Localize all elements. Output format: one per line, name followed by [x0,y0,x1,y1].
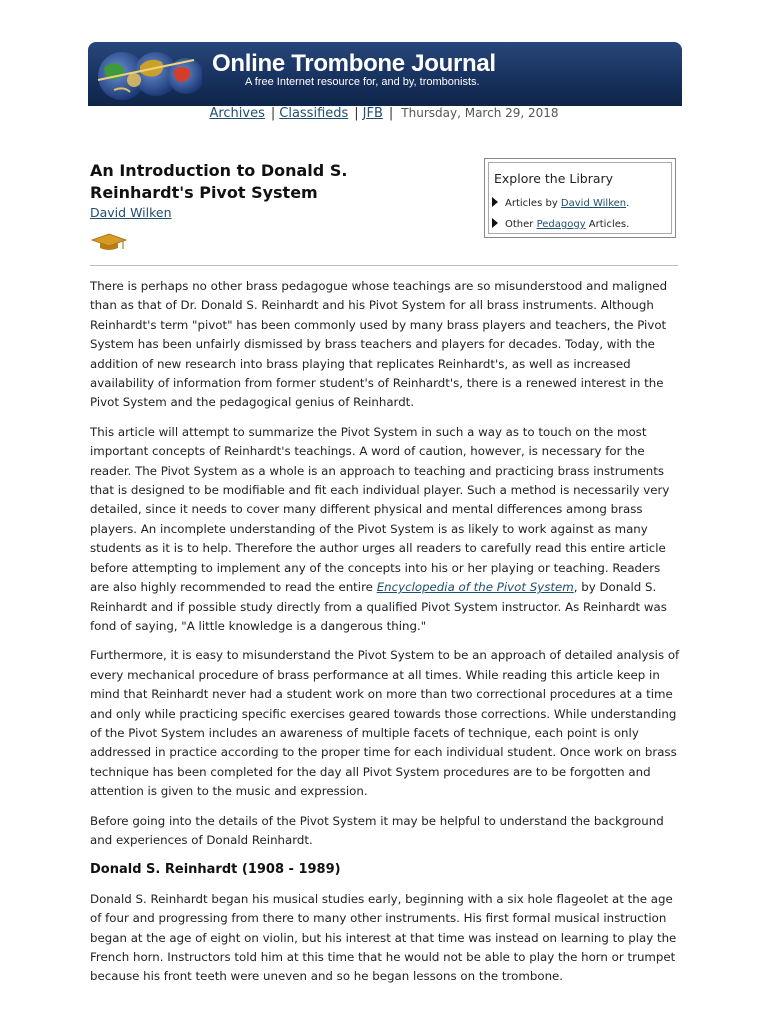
triangle-bullet-icon [492,218,498,228]
graduation-cap-icon [90,232,128,252]
article-body [90,277,682,997]
nav-link-jfb[interactable]: JFB [362,106,383,121]
explore-author-link[interactable]: David Wilken [560,198,627,209]
divider [90,265,678,266]
author-link[interactable]: David Wilken [90,205,172,220]
explore-pedagogy-link[interactable]: Pedagogy [536,219,586,230]
site-banner[interactable] [88,42,682,106]
nav-link-archives[interactable]: Archives [209,106,265,121]
explore-row-text: Other [505,219,537,230]
paragraph-text: , by Donald S. Reinhardt and if possible study directly from a qualified Pivot System instructor. As Reinhardt was fond of saying, "A little knowledge is a dangerous thing." [90,580,667,633]
explore-row-text: Articles. [585,219,630,230]
explore-row-pedagogy [492,218,629,230]
paragraph [90,423,682,636]
top-navigation [0,106,768,121]
nav-separator: | [354,106,359,121]
nav-separator: | [270,106,276,121]
paragraph: Donald S. Reinhardt began his musical studies early, beginning with a six hole flageolet at the age of four and progressing from there to many other instruments. His first formal musical instruction began at the age of eight on violin, but his interest at that time was instead on learning to play the French horn. Instructors told him at this time that he would not be able to play the horn or trumpet because his front teeth were uneven and so he began lessons on the trombone. [90,891,677,984]
explore-row-author-articles [492,197,629,209]
explore-library-box [484,158,676,238]
article-title: An Introduction to Donald S. Reinhardt's Pivot System [90,161,348,202]
encyclopedia-link[interactable]: Encyclopedia of the Pivot System [376,580,574,595]
explore-heading: Explore the Library [494,171,614,186]
paragraph: Furthermore, it is easy to misunderstand the Pivot System to be an approach of detailed analysis of every mechanical procedure of brass performance at all times. While reading this article keep in mind that Reinhardt never had a student work on more than two correctional procedures at a time and only while practicing specific exercises geared towards those corrections. While understanding of the Pivot System includes an awareness of multiple facets of technique, each point is only addressed in practice according to the proper time for each individual student. Once work on brass technique has been completed for the day all Pivot System procedures are to be forgotten and attention is given to the music and expression. [90,648,680,799]
triangle-bullet-icon [492,197,498,207]
globe-trombone-logo [94,46,202,104]
site-tagline: A free Internet resource for, and by, trombonists. [245,76,480,88]
site-title[interactable]: Online Trombone Journal [212,50,496,77]
nav-separator: | [388,106,394,121]
paragraph: Before going into the details of the Pivot System it may be helpful to understand the background and experiences of Donald Reinhardt. [90,813,664,847]
nav-link-classifieds[interactable]: Classifieds [279,106,349,121]
explore-row-text: . [626,198,630,209]
current-date: Thursday, March 29, 2018 [401,106,559,120]
paragraph-text: This article will attempt to summarize the Pivot System in such a way as to touch on the most important concepts of Reinhardt's teachings. A word of caution, however, is necessary for the reader. The Pivot System as a whole is an approach to teaching and practicing brass instruments that is designed to be modifiable and fit each individual player. Such a method is necessarily very detailed, since it needs to cover many different physical and mental differences among brass players. An incomplete understanding of the Pivot System is as likely to work against as many students as it is to help. Therefore the author urges all readers to carefully read this entire article before attempting to implement any of the concepts into his or her playing or teaching. Readers are also highly recommended to read the entire [90,424,670,595]
section-heading: Donald S. Reinhardt (1908 - 1989) [90,862,341,878]
explore-row-text: Articles by [505,198,561,209]
paragraph: There is perhaps no other brass pedagogue whose teachings are so misunderstood and maligned than as that of Dr. Donald S. Reinhardt and his Pivot System for all brass instruments. Although Reinhardt's term "pivot" has been commonly used by many brass players and teachers, the Pivot System has been unfairly dismissed by brass teachers and players for decades. Today, with the addition of new research into brass playing that replicates Reinhardt's, as well as increased availability of information from former student's of Reinhardt's, there is a renewed interest in the Pivot System and the pedagogical genius of Reinhardt. [90,279,668,410]
